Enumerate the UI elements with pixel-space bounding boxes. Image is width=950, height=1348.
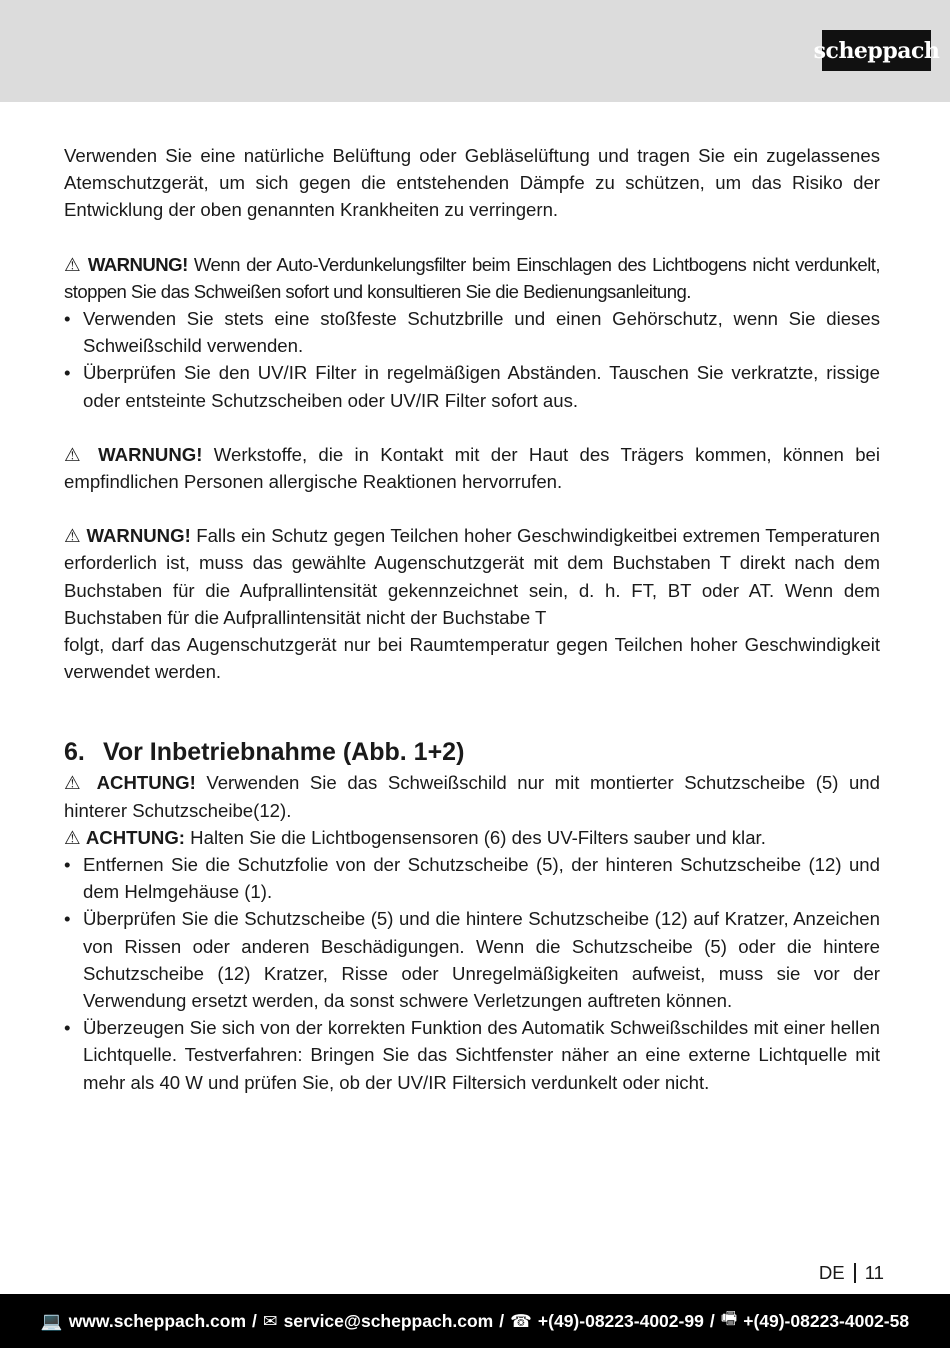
list-item: • Überprüfen Sie den UV/IR Filter in regelmäßigen Abständen. Tauschen Sie verkratzte, rissige oder entsteinte Schutzscheiben oder UV/IR Filter sofort aus. [64,359,880,413]
warning-paragraph-1 [64,251,880,305]
warning-paragraph-3 [64,522,880,631]
fax-number: +(49)-08223-4002-58 [743,1310,910,1331]
telephone-icon: ☎ [510,1310,532,1331]
caution-text: Verwenden Sie das Schweißschild nur mit montierter Schutzscheibe (5) und hinterer Schutzscheibe(12). [64,772,880,821]
list-item: • Verwenden Sie stets eine stoßfeste Schutzbrille und einen Gehörschutz, wenn Sie dieses Schweißschild verwenden. [64,305,880,359]
brand-logo: scheppach [822,30,931,71]
intro-paragraph: Verwenden Sie eine natürliche Belüftung oder Gebläselüftung und tragen Sie ein zugelassenes Atemschutzgerät, um sich gegen die entstehenden Dämpfe zu schützen, um das Risiko der Entwicklung der oben genannten Krankheiten zu verringern. [64,145,880,221]
warning-paragraph-3-continued: folgt, darf das Augenschutzgerät nur bei Raumtemperatur gegen Teilchen hoher Geschwindigkeit verwendet werden. [64,634,880,683]
warning-triangle-icon: ⚠ [64,525,81,547]
email-link[interactable]: service@scheppach.com [283,1310,494,1331]
separator-slash: / [499,1310,505,1331]
computer-icon: 💻 [40,1310,63,1331]
language-code: DE [818,1262,845,1283]
section-title: Vor Inbetriebnahme (Abb. 1+2) [103,738,465,767]
warning-triangle-icon: ⚠ [64,253,82,275]
list-item: • Überzeugen Sie sich von der korrekten Funktion des Automatik Schweißschildes mit einer hellen Lichtquelle. Testverfahren: Bringen Sie das Sichtfenster näher an eine externe Lichtquelle mit mehr als 40 W und prüfen Sie, ob der UV/IR Filtersich verdunkelt oder nicht. [64,1014,880,1096]
warning-text: Falls ein Schutz gegen Teilchen hoher Geschwindigkeitbei extremen Temperaturen erforderlich ist, muss das gewählte Augenschutzgerät mit dem Buchstaben T direkt nach dem Buchstaben für die Aufprallintensität gekennzeichnet sein, d. h. FT, BT oder AT. Wenn dem Buchstaben für die Aufprallintensität nicht der Buchstabe T [64,525,881,628]
page-number-value: 11 [864,1262,884,1283]
caution-label: ACHTUNG! [96,772,196,794]
warning-text: Werkstoffe, die in Kontakt mit der Haut des Trägers kommen, können bei empfindlichen Personen allergische Reaktionen hervorrufen. [64,443,881,493]
page-separator [854,1263,856,1283]
separator-slash: / [709,1310,715,1331]
page-content [64,142,880,1096]
warning-label: WARNUNG! [87,253,188,275]
header-band [0,0,950,102]
envelope-icon: ✉ [262,1310,278,1331]
footer-contact-bar [0,1294,950,1348]
list-item: • Überprüfen Sie die Schutzscheibe (5) und die hintere Schutzscheibe (12) auf Kratzer, Anzeichen von Rissen oder anderen Beschädigungen. Wenn die Schutzscheibe (5) oder die hintere Schutzscheibe (12) Kratzer, Risse oder Unregelmäßigkeiten aufweist, muss sie vor der Verwendung ersetzt werden, da sonst schwere Verletzungen auftreten können. [64,905,880,1014]
list-item: • Entfernen Sie die Schutzfolie von der Schutzscheibe (5), der hinteren Schutzscheibe (12) und dem Helmgehäuse (1). [64,851,880,905]
warning-triangle-icon: ⚠ [64,826,81,848]
phone-number: +(49)-08223-4002-99 [537,1310,704,1331]
caution-paragraph-1 [64,769,880,823]
warning-text: Wenn der Auto-Verdunkelungsfilter beim Einschlagen des Lichtbogens nicht verdunkelt, stoppen Sie das Schweißen sofort und konsultieren Sie die Bedienungsanleitung. [64,253,881,302]
warning-triangle-icon: ⚠ [64,772,87,794]
page-number [819,1262,884,1284]
warning-label: WARNUNG! [86,525,191,547]
safety-bullet-list [64,305,880,414]
section-heading [64,735,880,769]
warning-paragraph-2 [64,441,880,495]
website-link[interactable]: www.scheppach.com [68,1310,247,1331]
warning-label: WARNUNG! [98,443,203,465]
caution-paragraph-2 [64,824,880,851]
fax-icon: 🖷 [720,1308,738,1328]
caution-label: ACHTUNG: [85,826,185,848]
caution-text: Halten Sie die Lichtbogensensoren (6) des UV-Filters sauber und klar. [190,826,766,848]
preparation-bullet-list [64,851,880,1096]
warning-triangle-icon: ⚠ [64,443,87,465]
separator-slash: / [252,1310,257,1331]
section-number: 6. [64,738,85,767]
